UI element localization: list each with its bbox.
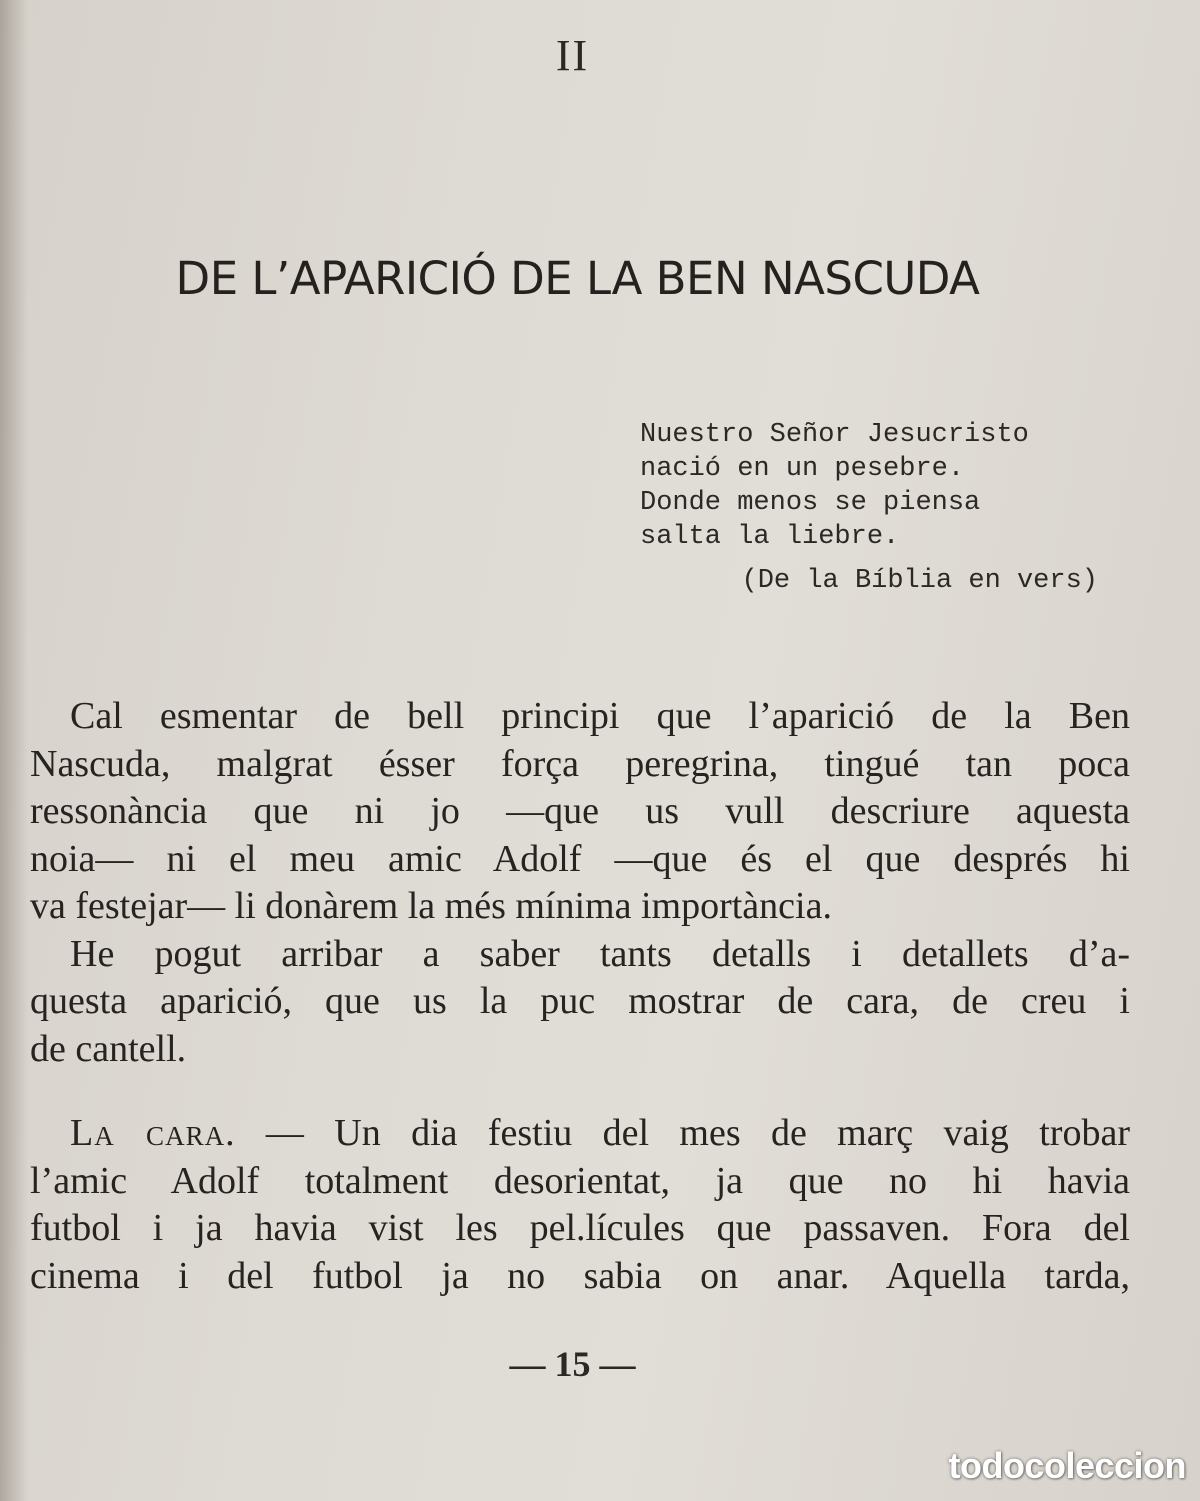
spine-shadow xyxy=(0,0,28,1501)
paragraph-line: va festejar— li donàrem la més mínima importància. xyxy=(30,885,832,927)
epigraph-line: nació en un pesebre. xyxy=(640,454,965,484)
body-text xyxy=(30,693,1130,1300)
epigraph xyxy=(640,418,1110,598)
paragraph-line: ressonància que ni jo —que us vull descriure aquesta xyxy=(30,790,1130,832)
paragraph-line: cinema i del futbol ja no sabia on anar. Aquella tarda, xyxy=(30,1254,1130,1297)
chapter-number: II xyxy=(555,31,590,80)
paragraph-line: futbol i ja havia vist les pel.lícules que passaven. Fora del xyxy=(30,1207,1130,1249)
paragraph-line: Nascuda, malgrat ésser força peregrina, tingué tan poca xyxy=(30,742,1130,785)
paragraph-line: Cal esmentar de bell principi que l’aparició de la Ben xyxy=(70,695,1130,737)
paragraph-line: He pogut arribar a saber tants detalls i detallets d’a- xyxy=(70,932,1130,975)
section-lead-rest: — Un dia festiu del mes de març vaig trobar xyxy=(235,1112,1130,1154)
epigraph-source: (De la Bíblia en vers) xyxy=(741,566,1098,596)
paragraph-line: de cantell. xyxy=(30,1027,187,1070)
paragraph-line xyxy=(30,1110,1130,1158)
page-number: — 15 — xyxy=(509,1344,636,1384)
paragraph-line: l’amic Adolf totalment desorientat, ja que no hi havia xyxy=(30,1159,1130,1202)
epigraph-line: Donde menos se piensa xyxy=(640,488,981,518)
paragraph-line: noia— ni el meu amic Adolf —que és el que després hi xyxy=(30,837,1130,880)
paragraph-gap xyxy=(30,1073,1130,1110)
watermark: todocoleccion xyxy=(948,1445,1186,1486)
epigraph-line: salta la liebre. xyxy=(640,522,900,552)
paragraph-line: questa aparició, que us la puc mostrar de cara, de creu i xyxy=(30,980,1130,1022)
section-lead: La cara. xyxy=(70,1112,236,1154)
epigraph-line: Nuestro Señor Jesucristo xyxy=(640,420,1029,450)
chapter-title: DE L’APARICIÓ DE LA BEN NASCUDA xyxy=(175,252,980,305)
